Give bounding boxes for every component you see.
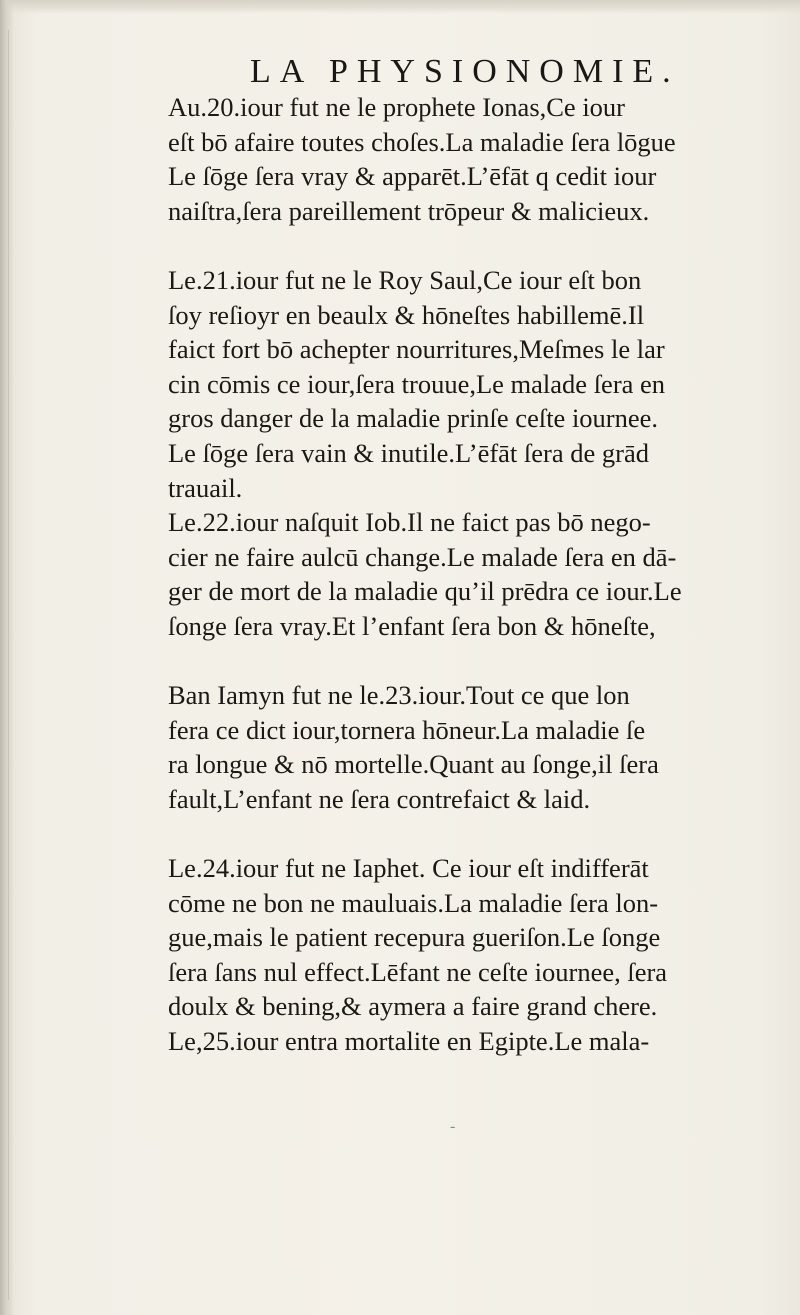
text-line: cōme ne bon ne mauluais.La maladie ſera lon-: [168, 887, 659, 918]
page-top-edge: [0, 0, 800, 14]
text-line: trauail.: [168, 472, 243, 503]
text-line: Ban Iamyn fut ne le.23.iour.Tout ce que lon: [168, 680, 630, 711]
text-line: eſt bō afaire toutes choſes.La maladie ſera lōgue: [168, 126, 676, 157]
running-head: LA PHYSIONOMIE.: [250, 53, 680, 90]
text-line: Le.24.iour fut ne Iaphet. Ce iour eſt indifferāt: [168, 853, 649, 884]
paragraph-gap: [168, 644, 758, 679]
text-line: fault,L’enfant ne ſera contrefaict & laid.: [168, 783, 591, 814]
footer-mark: -: [450, 1118, 456, 1135]
text-line: fera ce dict iour,tornera hōneur.La maladie ſe: [168, 714, 646, 745]
text-line: Le,25.iour entra mortalite en Egipte.Le mala-: [168, 1026, 650, 1057]
text-line: doulx & bening,& aymera a faire grand chere.: [168, 991, 658, 1022]
text-line: ſera ſans nul effect.Lēfant ne ceſte iournee, ſera: [168, 956, 668, 987]
text-line: faict fort bō achepter nourritures,Meſmes le lar: [168, 334, 665, 365]
page-fold-line: [8, 30, 9, 1300]
paragraph-gap: [168, 816, 758, 851]
text-line: cin cōmis ce iour,ſera trouue,Le malade ſera en: [168, 368, 666, 399]
body-text: [168, 90, 758, 1059]
text-line: ger de mort de la maladie qu’il prēdra ce iour.Le: [168, 576, 682, 607]
text-line: Le.22.iour naſquit Iob.Il ne faict pas bō nego-: [168, 507, 651, 538]
text-line: ſoy reſioyr en beaulx & hōneſtes habillemē.Il: [168, 299, 645, 330]
text-line: Au.20.iour fut ne le prophete Ionas,Ce iour: [168, 92, 626, 122]
text-line: gue,mais le patient recepura gueriſon.Le ſonge: [168, 922, 661, 953]
text-line: naiſtra,ſera pareillement trōpeur & malicieux.: [168, 195, 650, 226]
text-line: cier ne faire aulcū change.Le malade ſera en dā-: [168, 541, 677, 572]
page-binding-edge: [0, 0, 14, 1315]
text-line: ra longue & nō mortelle.Quant au ſonge,il ſera: [168, 749, 659, 780]
text-line: ſonge ſera vray.Et l’enfant ſera bon & hōneſte,: [168, 610, 656, 641]
text-line: Le ſōge ſera vain & inutile.L’ēfāt ſera de grād: [168, 437, 649, 468]
paragraph-gap: [168, 228, 758, 263]
text-line: Le.21.iour fut ne le Roy Saul,Ce iour eſt bon: [168, 264, 642, 295]
text-line: gros danger de la maladie prinſe ceſte iournee.: [168, 403, 659, 434]
text-line: Le ſōge ſera vray & apparēt.L’ēfāt q cedit iour: [168, 161, 657, 192]
